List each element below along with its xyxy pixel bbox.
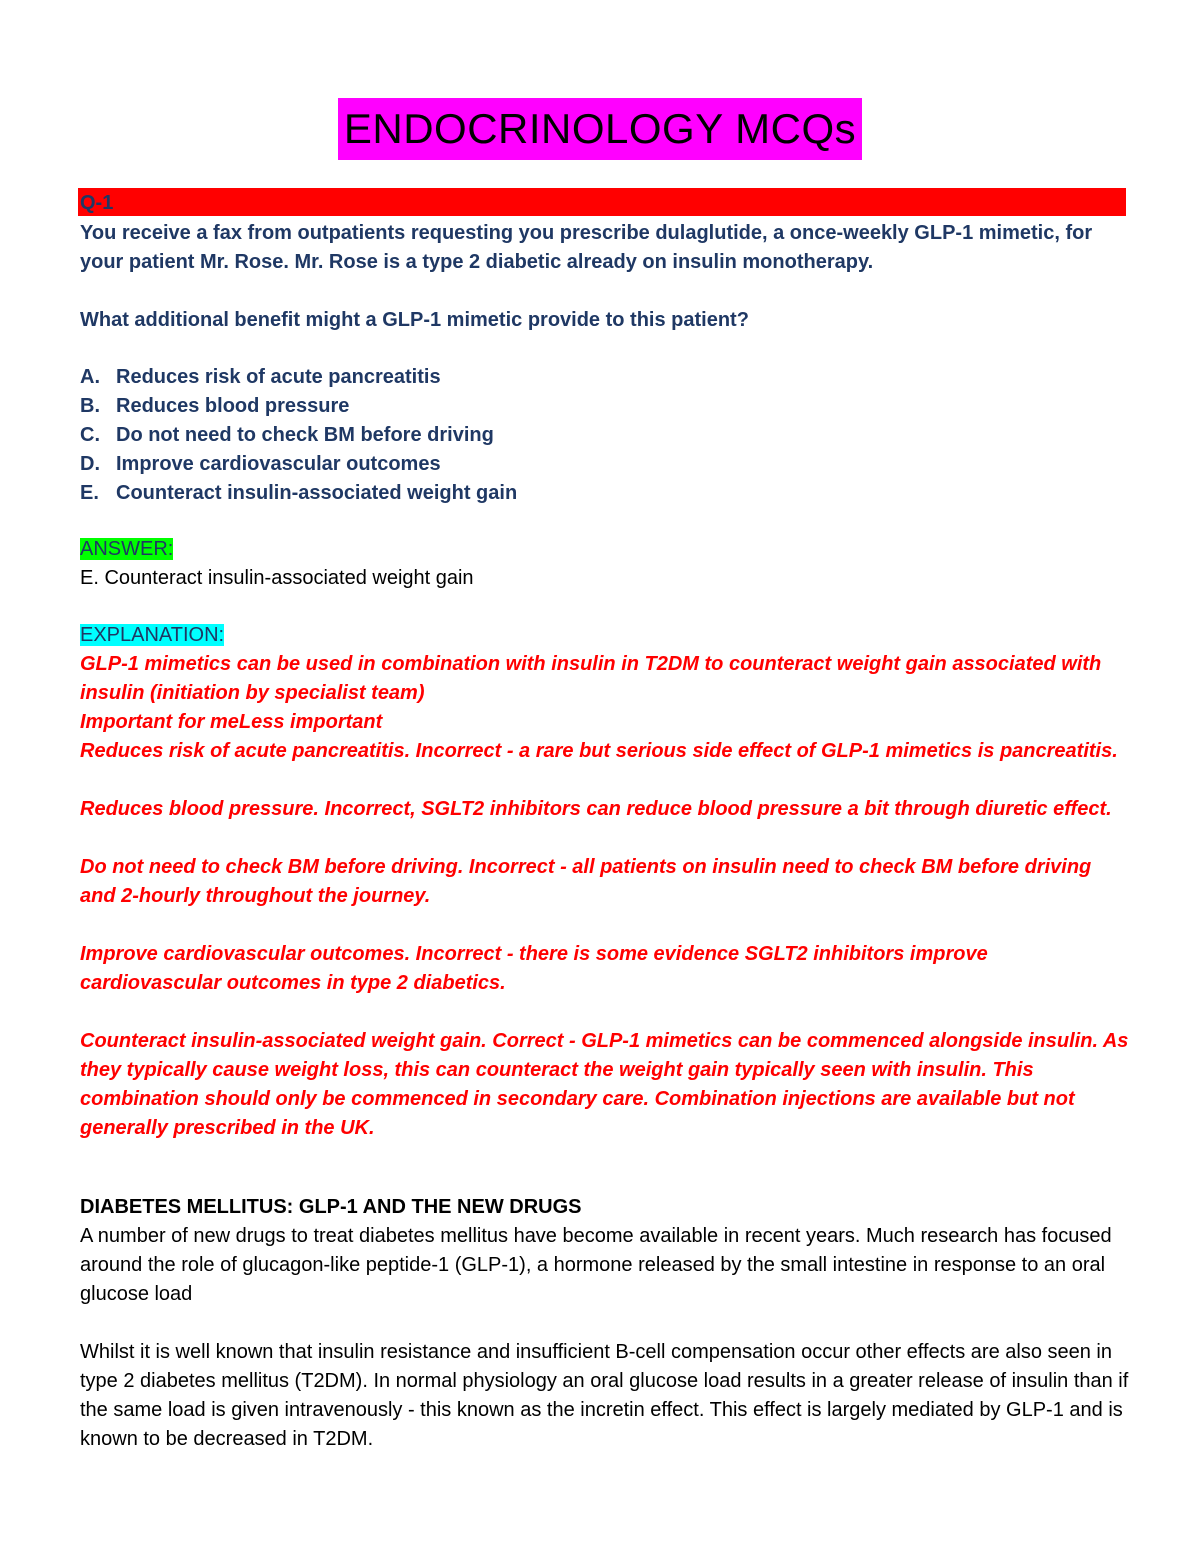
explanation-importance: Important for meLess important (80, 711, 383, 733)
explanation-body (80, 650, 1130, 1143)
option-text: Counteract insulin-associated weight gain (116, 482, 518, 504)
answer-text: E. Counteract insulin-associated weight gain (80, 567, 474, 589)
explanation-option-c: Do not need to check BM before driving. Incorrect - all patients on insulin need to check BM before driving and 2-hourly throughout the journey. (80, 856, 1092, 907)
explanation-option-b: Reduces blood pressure. Incorrect, SGLT2 inhibitors can reduce blood pressure a bit through diuretic effect. (80, 798, 1112, 820)
option-text: Reduces blood pressure (116, 395, 350, 417)
option-text: Improve cardiovascular outcomes (116, 453, 441, 475)
option-item (80, 421, 1130, 450)
option-letter: E. (80, 482, 99, 504)
option-letter: A. (80, 366, 100, 388)
options-list (80, 363, 1130, 508)
answer-label: ANSWER: (80, 538, 174, 560)
body-paragraph-1: A number of new drugs to treat diabetes mellitus have become available in recent years. Much research has focused around the role of glucagon-like peptide-1 (GLP-1), a hormone released by the small intestine in response to an oral glucose load (80, 1225, 1112, 1305)
explanation-option-e: Counteract insulin-associated weight gain. Correct - GLP-1 mimetics can be commenced alongside insulin. As they typically cause weight loss, this can counteract the weight gain typically seen with insulin. This combination should only be commenced in secondary care. Combination injections are available but not generally prescribed in the UK. (80, 1030, 1129, 1139)
option-text: Reduces risk of acute pancreatitis (116, 366, 441, 388)
body-paragraph-2: Whilst it is well known that insulin resistance and insufficient B-cell compensation occur other effects are also seen in type 2 diabetes mellitus (T2DM). In normal physiology an oral glucose load results in a greater release of insulin than if the same load is given intravenously - this known as the incretin effect. This effect is largely mediated by GLP-1 and is known to be decreased in T2DM. (80, 1341, 1129, 1450)
option-item (80, 479, 1130, 508)
question-label-bar (78, 188, 1126, 216)
option-letter: C. (80, 424, 100, 446)
question-stem: You receive a fax from outpatients requesting you prescribe dulaglutide, a once-weekly GLP-1 mimetic, for your patient Mr. Rose. Mr. Rose is a type 2 diabetic already on insulin monotherapy. (80, 222, 1093, 273)
page-title: ENDOCRINOLOGY MCQs (338, 98, 862, 160)
explanation-label: EXPLANATION: (80, 624, 225, 646)
question-text: What additional benefit might a GLP-1 mimetic provide to this patient? (80, 309, 749, 331)
option-letter: B. (80, 395, 100, 417)
option-letter: D. (80, 453, 100, 475)
option-item (80, 450, 1130, 479)
title-container (0, 98, 1200, 160)
option-item (80, 363, 1130, 392)
question-label: Q-1 (80, 192, 114, 214)
explanation-summary: GLP-1 mimetics can be used in combination with insulin in T2DM to counteract weight gain associated with insulin (initiation by specialist team) (80, 653, 1102, 704)
section-heading: DIABETES MELLITUS: GLP-1 AND THE NEW DRUGS (80, 1196, 582, 1218)
option-text: Do not need to check BM before driving (116, 424, 494, 446)
answer-label-row (80, 535, 1130, 564)
option-item (80, 392, 1130, 421)
explanation-option-d: Improve cardiovascular outcomes. Incorrect - there is some evidence SGLT2 inhibitors improve cardiovascular outcomes in type 2 diabetics. (80, 943, 988, 994)
explanation-option-a: Reduces risk of acute pancreatitis. Incorrect - a rare but serious side effect of GLP-1 mimetics is pancreatitis. (80, 740, 1118, 762)
explanation-label-row (80, 621, 1130, 650)
